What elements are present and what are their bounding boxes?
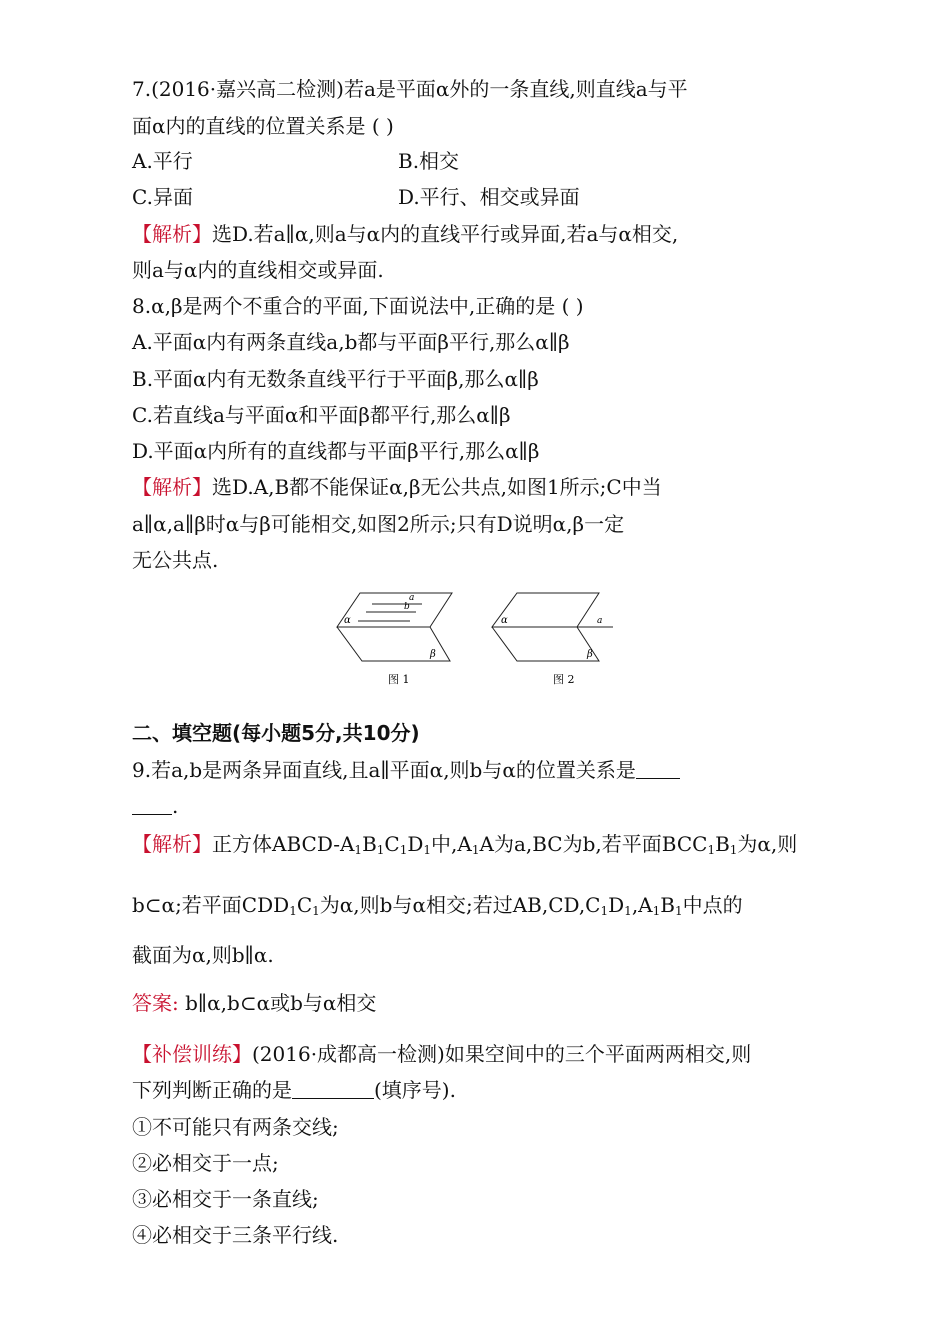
supplement-item-4: ④必相交于三条平行线. bbox=[132, 1223, 339, 1247]
q9-solution-line2: b⊂α;若平面$CDD_1C_1$为α,则b与α相交;若过$AB,CD,C_1D_1,A_1B_1$中点的 bbox=[132, 893, 743, 918]
q8-option-a: A.平面α内有两条直线a,b都与平面β平行,那么α∥β bbox=[132, 330, 570, 354]
supplement-text2-post: (填序号). bbox=[374, 1078, 456, 1102]
answer-label: 答案: bbox=[132, 991, 179, 1015]
figure-2 bbox=[487, 585, 617, 690]
q8-solution-line3: 无公共点. bbox=[132, 548, 219, 572]
q8-option-b: B.平面α内有无数条直线平行于平面β,那么α∥β bbox=[132, 367, 539, 391]
supplement-text2-pre: 下列判断正确的是 bbox=[132, 1078, 292, 1102]
fig2-label-alpha: α bbox=[501, 615, 508, 626]
figure-1 bbox=[330, 585, 460, 690]
q8-solution-line1 bbox=[132, 477, 662, 497]
q9-answer-line bbox=[132, 993, 376, 1013]
q8-option-d: D.平面α内所有的直线都与平面β平行,那么α∥β bbox=[132, 439, 540, 463]
solution-tag: 【解析】 bbox=[132, 222, 212, 246]
q9-stem-end: . bbox=[172, 794, 179, 818]
q9-stem bbox=[132, 760, 680, 780]
q7-solution-text1: 选D.若a∥α,则a与α内的直线平行或异面,若a与α相交, bbox=[212, 222, 679, 246]
supplement-item-2: ②必相交于一点; bbox=[132, 1151, 279, 1175]
supplement-line1 bbox=[132, 1044, 751, 1064]
q7-option-b: B.相交 bbox=[398, 149, 460, 173]
q9-solution-line3: 截面为α,则b∥α. bbox=[132, 943, 274, 967]
fig1-label-a: a bbox=[409, 593, 415, 603]
q9-answer-blank[interactable] bbox=[636, 760, 680, 779]
solution-tag: 【解析】 bbox=[132, 475, 212, 499]
q7-stem-line1: 7.(2016·嘉兴高二检测)若a是平面α外的一条直线,则直线a与平 bbox=[132, 77, 688, 101]
q7-solution-line2: 则a与α内的直线相交或异面. bbox=[132, 258, 384, 282]
fig1-label-b: b bbox=[404, 602, 410, 612]
q7-stem-line2: 面α内的直线的位置关系是 ( ) bbox=[132, 114, 394, 138]
fig2-plane-beta bbox=[492, 627, 599, 661]
fig2-label-a: a bbox=[597, 616, 603, 626]
q9-stem-line2 bbox=[132, 796, 178, 816]
q8-solution-line2: a∥α,a∥β时α与β可能相交,如图2所示;只有D说明α,β一定 bbox=[132, 512, 625, 536]
fig2-label-beta: β bbox=[587, 649, 593, 660]
q9-solution-line1: 【解析】正方体ABCD-$A_1B_1C_1D_1$中$,A_1A$为a,BC为b,若平面$BCC_1B_1$为α,则 bbox=[132, 832, 798, 857]
supplement-answer-blank[interactable] bbox=[292, 1080, 374, 1099]
fig1-caption: 图 1 bbox=[388, 673, 410, 686]
fig1-label-alpha: α bbox=[344, 615, 351, 626]
fig2-caption: 图 2 bbox=[553, 673, 575, 686]
supplement-tag: 【补偿训练】 bbox=[132, 1042, 252, 1066]
supplement-text1: (2016·成都高一检测)如果空间中的三个平面两两相交,则 bbox=[252, 1042, 752, 1066]
q9-answer: b∥α,b⊂α或b与α相交 bbox=[185, 991, 377, 1015]
supplement-line2 bbox=[132, 1080, 456, 1100]
q9-sol2-tail: 中点的 bbox=[682, 893, 743, 917]
q9-sol-pre: 正方体ABCD-A bbox=[212, 832, 355, 856]
q9-sol2-text: b⊂α;若平面CDD bbox=[132, 893, 290, 917]
fig1-label-beta: β bbox=[430, 649, 436, 660]
q7-option-a: A.平行 bbox=[132, 149, 193, 173]
q8-stem: 8.α,β是两个不重合的平面,下面说法中,正确的是 ( ) bbox=[132, 294, 584, 318]
q9-stem-text: 9.若a,b是两条异面直线,且a∥平面α,则b与α的位置关系是 bbox=[132, 758, 636, 782]
fig1-plane-alpha bbox=[337, 593, 452, 627]
fig2-plane-alpha bbox=[492, 593, 599, 627]
supplement-item-1: ①不可能只有两条交线; bbox=[132, 1115, 339, 1139]
q7-solution-line1 bbox=[132, 224, 678, 244]
supplement-item-3: ③必相交于一条直线; bbox=[132, 1187, 319, 1211]
q8-option-c: C.若直线a与平面α和平面β都平行,那么α∥β bbox=[132, 403, 511, 427]
q8-solution-text1: 选D.A,B都不能保证α,β无公共点,如图1所示;C中当 bbox=[212, 475, 662, 499]
section-title: 二、填空题(每小题5分,共10分) bbox=[132, 721, 420, 745]
q7-option-d: D.平行、相交或异面 bbox=[398, 185, 580, 209]
solution-tag: 【解析】 bbox=[132, 832, 212, 856]
q7-option-c: C.异面 bbox=[132, 185, 193, 209]
q9-answer-blank-cont[interactable] bbox=[132, 796, 172, 815]
